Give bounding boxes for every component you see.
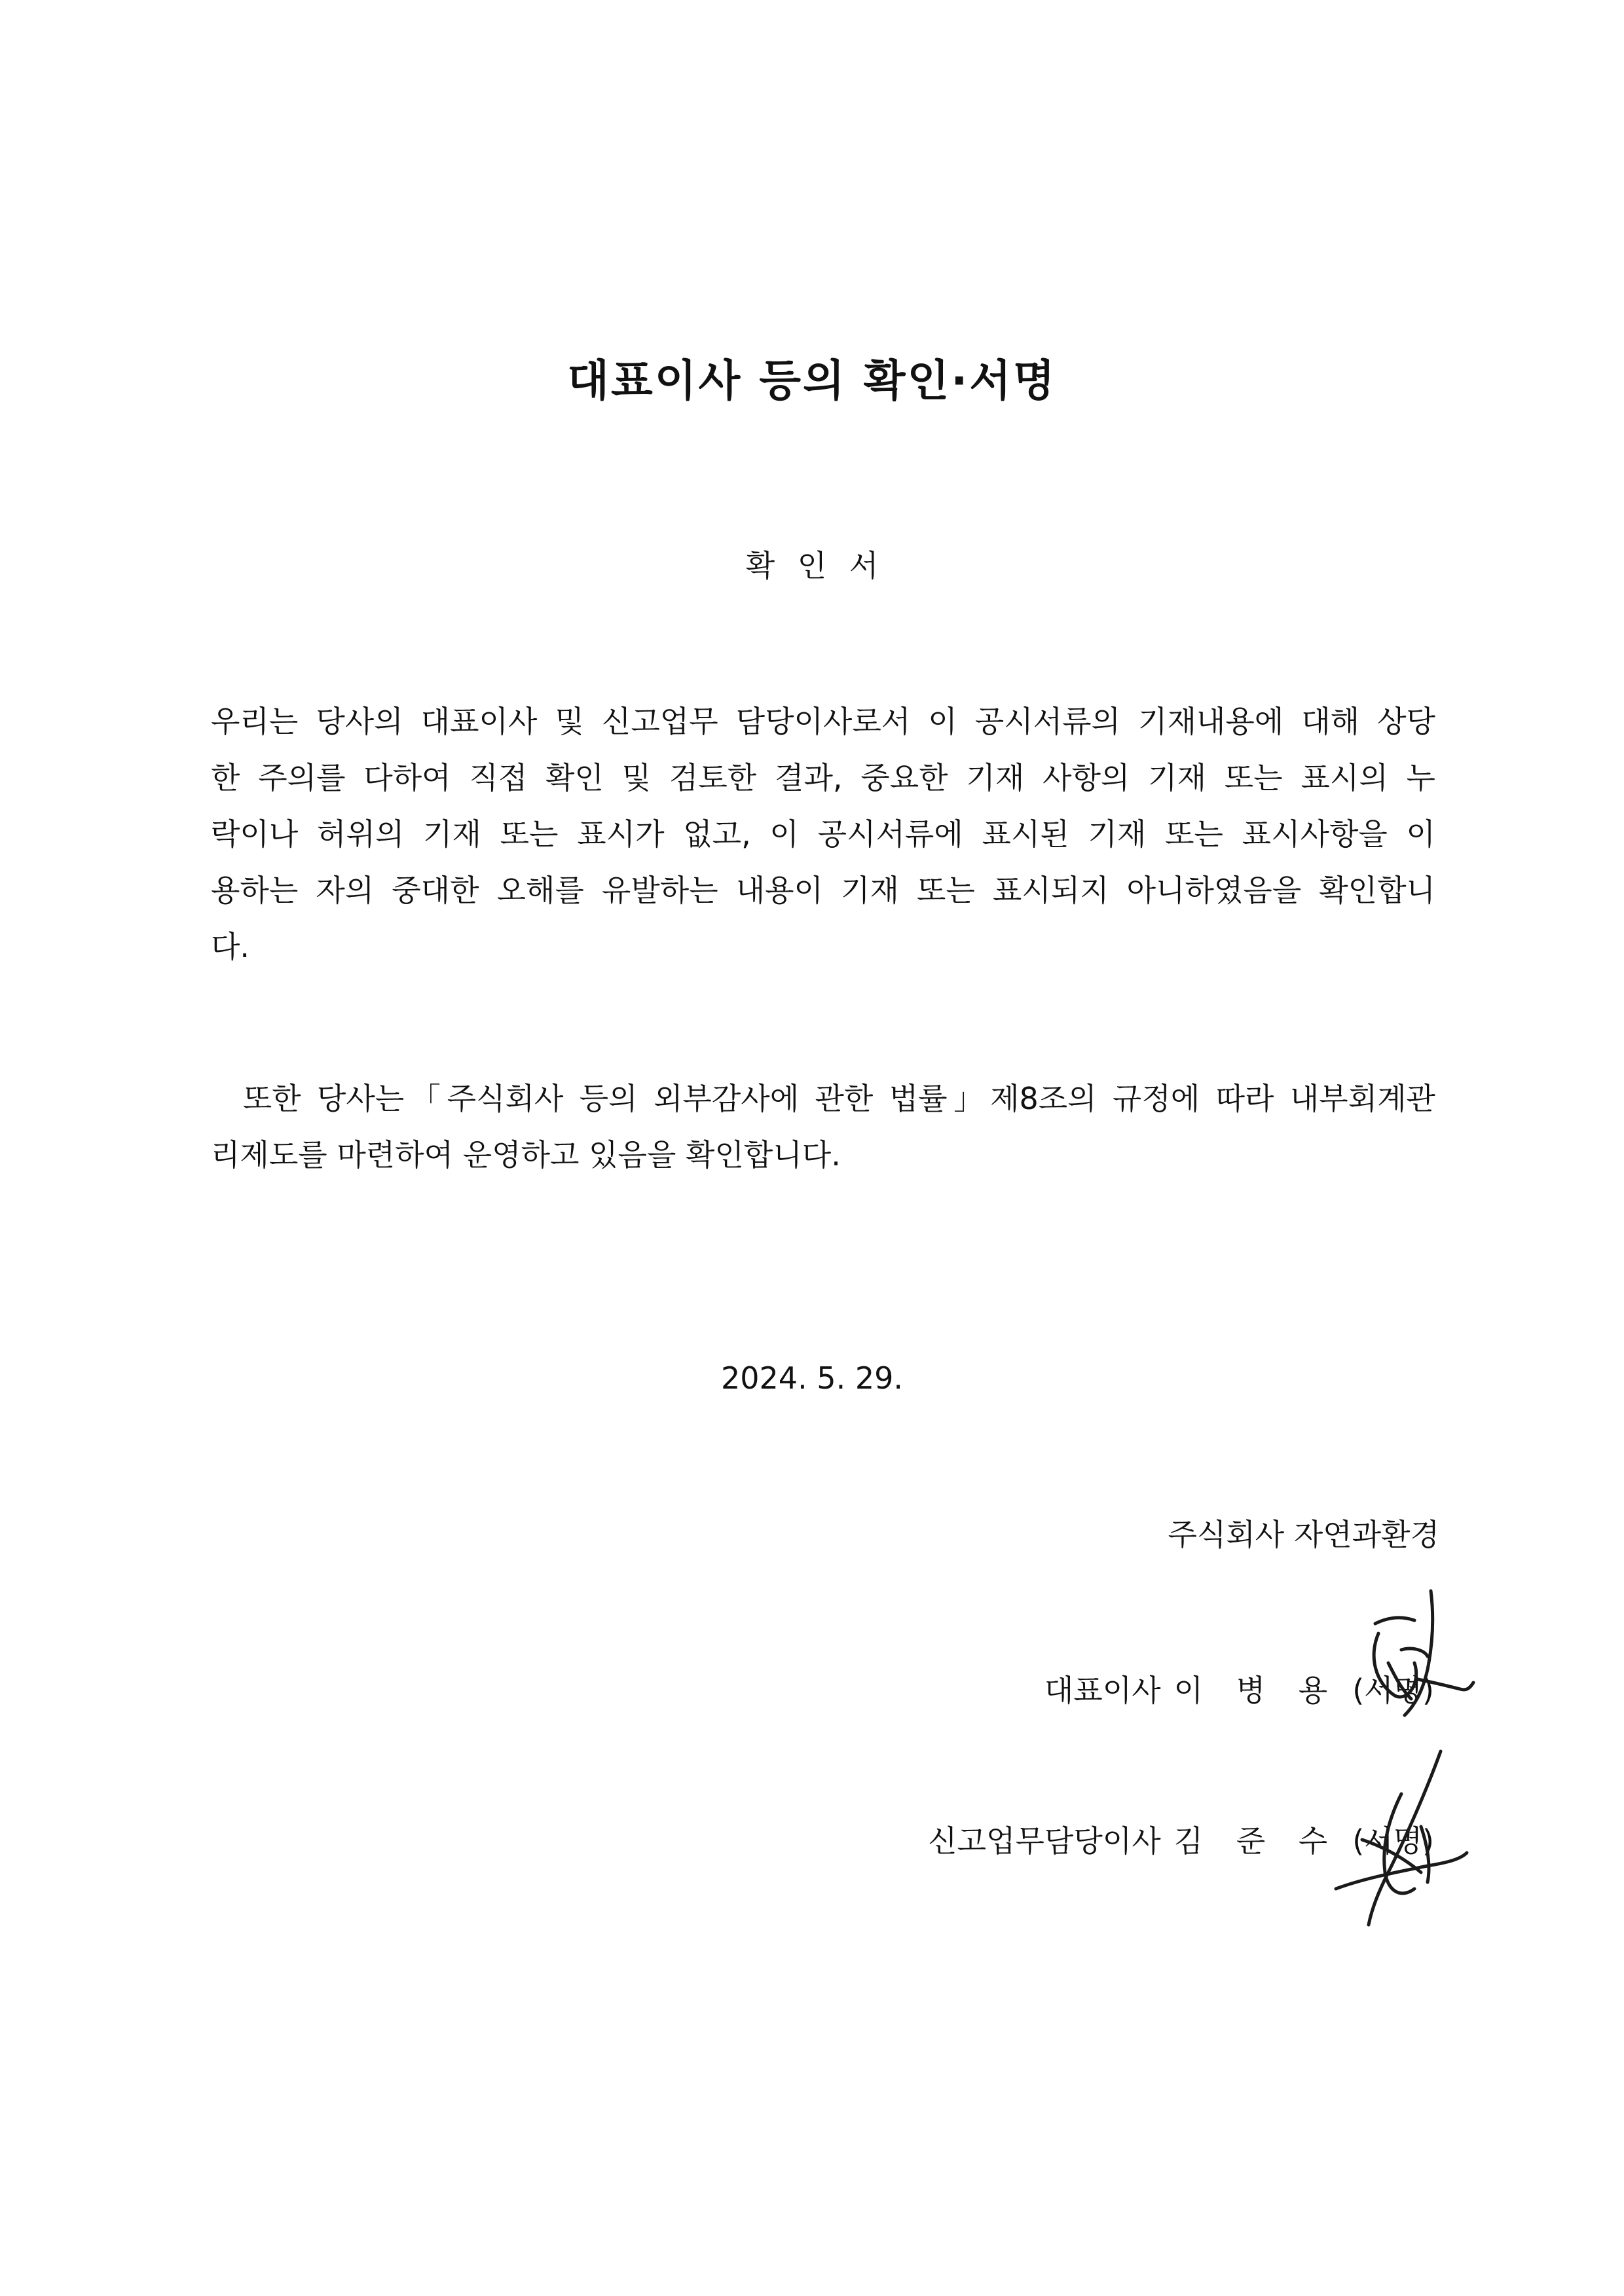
paragraph-1-line-2: 한 주의를 다하여 직접 확인 및 검토한 결과, 중요한 기재 사항의 기재 또는 표시의 누 [211, 760, 1435, 795]
paragraph-2-line-1: 또한 당사는「주식회사 등의 외부감사에 관한 법률」제8조의 규정에 따라 내부회계관 [211, 1081, 1435, 1116]
company-name: 주식회사 자연과환경 [1168, 1517, 1439, 1552]
paragraph-1-line-4: 용하는 자의 중대한 오해를 유발하는 내용이 기재 또는 표시되지 아니하였음을 확인합니 [211, 873, 1435, 908]
signer-ceo-mark: (서명) [1352, 1673, 1434, 1708]
signer-ceo-role: 대표이사 [1044, 1673, 1161, 1708]
signer-director-mark: (서명) [1352, 1823, 1434, 1859]
paragraph-1-line-3: 락이나 허위의 기재 또는 표시가 없고, 이 공시서류에 표시된 기재 또는 표시사항을 이 [211, 816, 1435, 852]
paragraph-1-line-5: 다. [211, 929, 250, 964]
signer-ceo [1044, 1667, 1434, 1710]
paragraph-1-line-1: 우리는 당사의 대표이사 및 신고업무 담당이사로서 이 공시서류의 기재내용에 대해 상당 [211, 704, 1435, 739]
signer-director-role: 신고업무담당이사 [928, 1823, 1161, 1859]
document-title: 대표이사 등의 확인·서명 [567, 355, 1057, 406]
document-date: 2024. 5. 29. [721, 1360, 903, 1396]
paragraph-2-line-2: 리제도를 마련하여 운영하고 있음을 확인합니다. [211, 1137, 841, 1173]
document-subtitle: 확 인 서 [745, 548, 879, 583]
signer-disclosure-director [928, 1817, 1434, 1861]
signer-director-name: 김 준 수 [1173, 1823, 1340, 1859]
signer-ceo-name: 이 병 용 [1173, 1673, 1340, 1708]
